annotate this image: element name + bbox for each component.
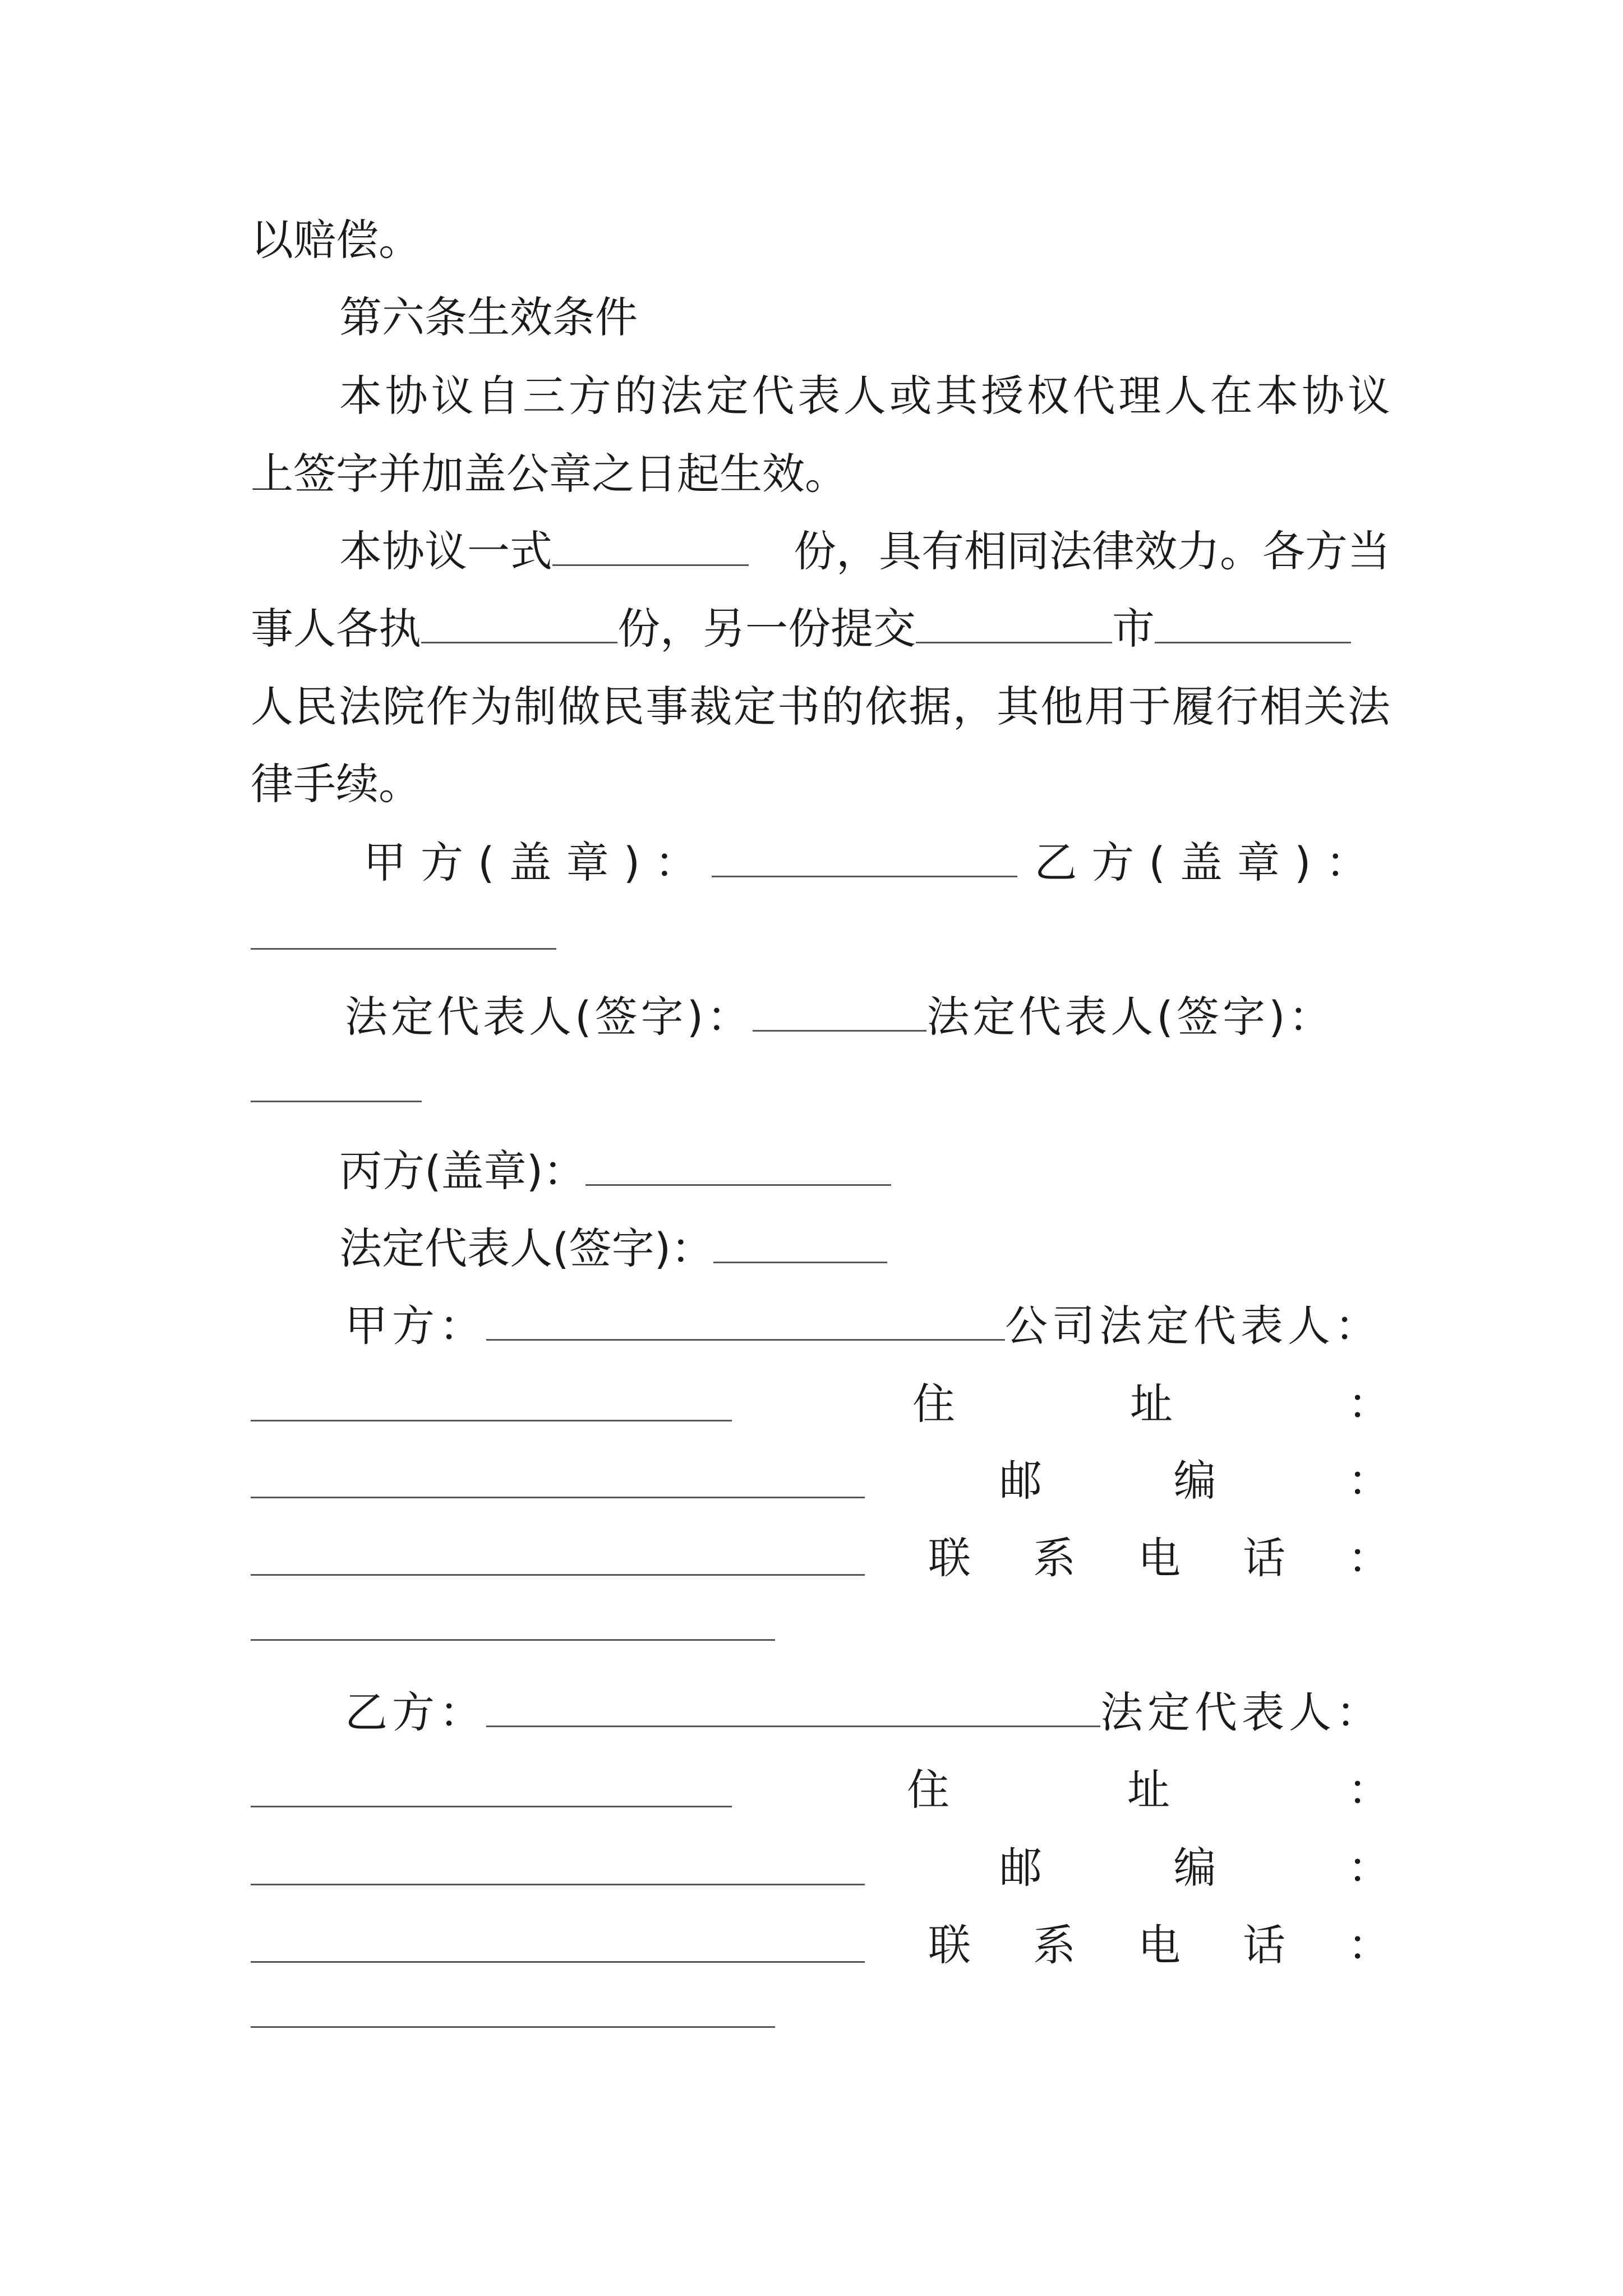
party-a-label: 甲方： [345,1301,486,1351]
party-a-address-label-char: 址 [1130,1379,1173,1429]
effect-line-1-char: 代 [1072,371,1115,421]
party-c-rep-sign-label: 法定代表人(签字)： [339,1223,714,1273]
copies-line-3-char: 履 [1172,682,1215,731]
para-compensation-end: 以赔偿。 [251,215,421,265]
party-a-seal-blank[interactable] [712,839,1017,877]
effect-line-1-char: 的 [614,371,657,421]
party-b-address-label-char: ： [1348,1765,1390,1815]
effect-line-1-char: 法 [660,371,703,421]
party-b-postcode-label-char: 编 [1173,1843,1216,1893]
copies-prefix: 本协议一式 [339,526,552,576]
copies-line-3-char: 法 [1347,682,1390,731]
effect-line-1-char: 协 [385,371,428,421]
copies-line-3-char: 据 [909,682,952,731]
effect-line-1-char: 三 [522,371,565,421]
effect-line-2: 上签字并加盖公章之日起生效。 [251,449,847,499]
copies-line-3 [251,680,1390,734]
party-b-phone-label-char: ： [1348,1920,1390,1970]
copies-line-3-char: 依 [865,682,908,731]
party-b-name-blank[interactable] [486,1688,1100,1727]
party-a-phone-label-char: 系 [1033,1533,1076,1583]
party-a-address-label [912,1377,1390,1431]
copies-line-3-char: 关 [1303,682,1347,731]
copies-line-3-char: 民 [294,682,338,731]
party-b-phone-label-char: 系 [1033,1920,1076,1970]
copies-line-3-char: 相 [1260,682,1303,731]
party-a-address-label-char: ： [1348,1379,1390,1429]
effect-line-1-char: 权 [1026,371,1069,421]
party-a-phone-label-char: 话 [1243,1533,1285,1583]
copies-line-2 [251,602,1390,656]
party-a-postcode-label-char: 邮 [999,1456,1042,1506]
party-b-rep-sign-label: 法定代表人(签字)： [926,992,1335,1042]
effect-line-1-char: 代 [751,371,795,421]
effect-line-1-char: 其 [935,371,978,421]
effect-line-1-char: 表 [797,371,841,421]
party-b-seal-label: 乙方(盖章)： [1034,838,1383,887]
party-b-address-label [907,1763,1390,1817]
party-b-line [345,1686,1390,1740]
party-a-postcode-label-char: 编 [1173,1456,1216,1506]
copies-line-4: 律手续。 [251,759,421,809]
copies-line-3-char: 为 [470,682,513,731]
effect-line-1-char: 自 [477,371,520,421]
copies-suffix: 份，具有相同法律效力。各方当 [794,526,1390,576]
copies-line-3-char: 用 [1084,682,1127,731]
effect-line-1-char: 或 [889,371,932,421]
party-b-seal-blank[interactable] [251,948,556,950]
effect-line-1-char: 方 [568,371,611,421]
copies-line-3-char: 书 [777,682,820,731]
party-a-seal-label: 甲方(盖章)： [363,838,712,887]
copies-line-3-char: 他 [1040,682,1083,731]
party-b-phone-label-char: 话 [1243,1920,1285,1970]
party-b-label: 乙方： [345,1687,486,1737]
copies-line-3-char: 行 [1216,682,1259,731]
effect-line-1-char: 人 [1164,371,1207,421]
party-a-postcode-blank[interactable] [251,1537,865,1576]
party-b-address-label-char: 址 [1127,1765,1170,1815]
party-b-rep-label: 法定代表人： [1100,1687,1383,1737]
party-a-phone-blank[interactable] [251,1639,775,1641]
rep-sign-line-ab [345,990,1390,1044]
party-a-phone-label [928,1531,1390,1585]
copies-line-3-char: 裁 [689,682,732,731]
party-b-phone-label [928,1918,1390,1972]
copies-line-3-char: 的 [821,682,864,731]
effect-line-1 [339,369,1390,423]
party-a-rep-sign-blank[interactable] [753,993,926,1032]
article-6-title: 第六条生效条件 [339,292,638,342]
party-a-address-blank[interactable] [251,1460,865,1498]
copies-each-blank[interactable] [421,605,617,643]
copies-line-3-char: 法 [338,682,381,731]
party-b-phone-label-char: 联 [928,1920,971,1970]
court-blank[interactable] [1155,605,1351,643]
copies-line-3-char: 做 [557,682,601,731]
effect-line-1-char: 本 [339,371,382,421]
effect-line-1-char: 议 [1347,371,1390,421]
effect-line-1-char: 人 [843,371,886,421]
copies-line-3-char: 其 [996,682,1039,731]
party-a-phone-label-char: 联 [928,1533,971,1583]
copies-line-3-char: 作 [426,682,469,731]
effect-line-1-char: 议 [431,371,474,421]
party-a-postcode-label [999,1454,1390,1508]
party-b-address-blank[interactable] [251,1847,865,1885]
party-c-seal-label: 丙方(盖章)： [339,1146,586,1196]
party-b-postcode-label [999,1841,1390,1895]
party-a-rep-label: 公司法定代表人： [1005,1301,1382,1351]
copies-line-1 [339,524,1390,578]
party-a-address-label-char: 住 [912,1379,955,1429]
party-b-postcode-blank[interactable] [251,1924,865,1963]
effect-line-1-char: 定 [706,371,749,421]
party-a-rep-blank[interactable] [251,1383,732,1421]
party-b-phone-label-char: 电 [1138,1920,1181,1970]
party-b-postcode-label-char: ： [1348,1843,1390,1893]
copies-line-3-char: 民 [601,682,644,731]
party-b-rep-sign-blank[interactable] [251,1101,422,1102]
party-a-rep-sign-label: 法定代表人(签字)： [345,992,753,1042]
effect-line-1-char: 在 [1210,371,1253,421]
effect-line-1-char: 本 [1256,371,1299,421]
copies-line-3-char: ， [952,682,995,731]
copies-line-3-char: 定 [733,682,776,731]
copies-submit-text: 份，另一份提交 [617,604,916,654]
copies-line-3-char: 院 [382,682,425,731]
copies-line-3-char: 制 [514,682,557,731]
rep-sign-line-c [339,1222,1390,1276]
copies-line-3-char: 人 [251,682,293,731]
party-a-line [345,1299,1390,1353]
effect-line-1-char: 理 [1118,371,1161,421]
party-a-name-blank[interactable] [486,1302,1005,1341]
effect-line-1-char: 协 [1302,371,1345,421]
effect-line-1-char: 授 [981,371,1024,421]
party-a-phone-label-char: 电 [1138,1533,1181,1583]
seal-line-ab [363,836,1390,890]
party-b-postcode-label-char: 邮 [999,1843,1042,1893]
copies-line-3-char: 事 [645,682,689,731]
copies-each-prefix: 事人各执 [251,604,421,654]
party-b-rep-blank[interactable] [251,1769,732,1807]
party-c-seal-blank[interactable] [585,1147,891,1186]
copies-count-blank[interactable] [552,527,749,566]
party-b-phone-blank[interactable] [251,2026,775,2028]
seal-line-c [339,1144,1390,1198]
city-blank[interactable] [916,605,1112,643]
party-a-postcode-label-char: ： [1348,1456,1390,1506]
party-c-rep-sign-blank[interactable] [713,1225,887,1263]
party-a-phone-label-char: ： [1348,1533,1390,1583]
copies-line-3-char: 于 [1128,682,1171,731]
party-b-address-label-char: 住 [907,1765,949,1815]
city-label: 市 [1112,604,1155,654]
